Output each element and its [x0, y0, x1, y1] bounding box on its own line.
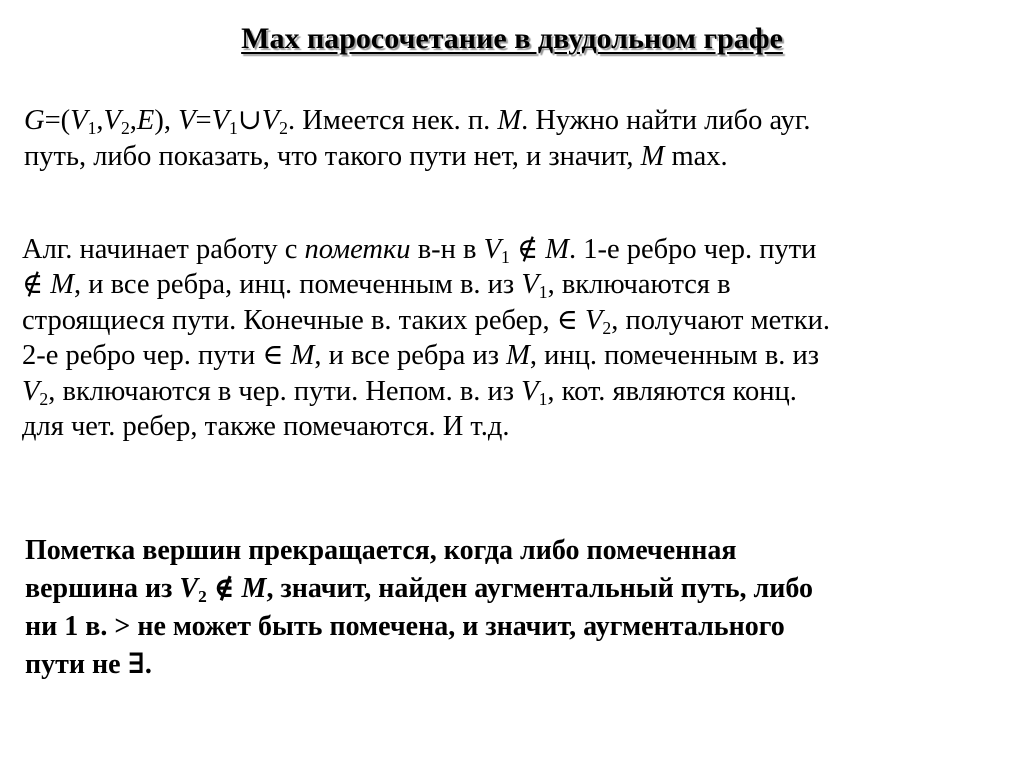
math-var: M [640, 141, 665, 172]
text-run: 2-е ребро чер. пути [22, 340, 263, 372]
math-var: V [483, 234, 502, 265]
math-var: V [261, 105, 280, 136]
math-var: V [22, 375, 40, 407]
text-run: ни 1 в. > не может быть помечена, и значит, аугментального [25, 611, 785, 642]
text-run: , [129, 105, 137, 136]
subscript: 2 [120, 117, 130, 138]
emphasis-term: пометки [304, 234, 411, 265]
math-var: V [70, 105, 88, 136]
text-run: пути не ∃. [25, 649, 152, 680]
text-run: . 1-е ребро чер. пути [568, 234, 817, 265]
text-run: Пометка вершин прекращается, когда либо помеченная [25, 535, 737, 566]
union-symbol: ∪ [237, 105, 262, 136]
math-var: M [241, 573, 267, 604]
text-run: , получают метки. [611, 304, 830, 336]
in-symbol: ∈ [556, 304, 585, 336]
text-line [24, 103, 811, 139]
math-var: M [506, 340, 530, 372]
text-run: путь, либо показать, что такого пути нет, и значит, [24, 141, 641, 172]
text-run: , включаются в [547, 269, 731, 301]
math-var: V [211, 105, 230, 136]
not-in-symbol: ∉ [22, 269, 51, 301]
subscript: 1 [87, 117, 97, 138]
math-var: V [585, 304, 603, 336]
text-line [22, 232, 830, 267]
not-in-symbol: ∉ [206, 573, 242, 604]
slide-title-text: Max паросочетание в двудольном графе [241, 22, 783, 55]
text-line [22, 409, 830, 444]
text-line [25, 532, 813, 570]
math-var: V [178, 105, 196, 136]
text-line [25, 608, 813, 646]
text-run: , [96, 105, 104, 136]
math-var: M [50, 269, 74, 301]
text-run: , и все ребра, инц. помеченным в. из [73, 269, 522, 301]
text-line [22, 374, 830, 409]
text-run: вершина из [25, 573, 180, 604]
math-var: M [545, 234, 569, 265]
text-line [22, 338, 830, 373]
text-run: ), [154, 105, 179, 136]
text-run: строящиеся пути. Конечные в. таких ребер, [22, 304, 557, 336]
math-var: V [521, 269, 539, 301]
text-run: , кот. являются конц. [547, 375, 797, 407]
subscript: 1 [229, 117, 238, 138]
subscript: 2 [279, 117, 288, 138]
text-run: , включаются в чер. пути. Непом. в. из [48, 375, 522, 407]
text-run: . Нужно найти либо ауг. [521, 105, 811, 136]
not-in-symbol: ∉ [509, 234, 546, 265]
text-line [22, 267, 830, 302]
paragraph-termination [25, 532, 813, 684]
text-run: в-н в [410, 234, 484, 265]
math-var: V [179, 573, 199, 604]
subscript: 2 [602, 317, 612, 338]
text-line [25, 646, 813, 684]
text-run: = [195, 105, 212, 136]
math-var: G [24, 105, 45, 136]
text-run: =( [44, 105, 71, 136]
math-var: E [136, 105, 155, 136]
paragraph-problem-statement [24, 103, 811, 175]
text-run: Алг. начинает работу с [22, 234, 305, 265]
math-var: M [497, 105, 522, 136]
slide-title [0, 20, 1024, 58]
text-run: , значит, найден аугментальный путь, либо [266, 573, 813, 604]
subscript: 1 [538, 282, 548, 303]
paragraph-algorithm [22, 232, 830, 444]
subscript: 2 [39, 388, 49, 409]
text-line [24, 139, 811, 175]
in-symbol: ∈ [262, 340, 291, 372]
math-var: V [521, 375, 539, 407]
math-var: V [103, 105, 121, 136]
text-run: . Имеется нек. п. [287, 105, 498, 136]
text-line [22, 303, 830, 338]
text-run: max. [664, 141, 728, 172]
subscript: 2 [198, 586, 207, 606]
subscript: 1 [538, 388, 548, 409]
text-run: , и все ребра из [314, 340, 507, 372]
text-run: , инц. помеченным в. из [529, 340, 820, 372]
subscript: 1 [501, 246, 510, 267]
text-run: для чет. ребер, также помечаются. И т.д. [22, 411, 510, 443]
text-line [25, 570, 813, 608]
math-var: M [290, 340, 315, 372]
